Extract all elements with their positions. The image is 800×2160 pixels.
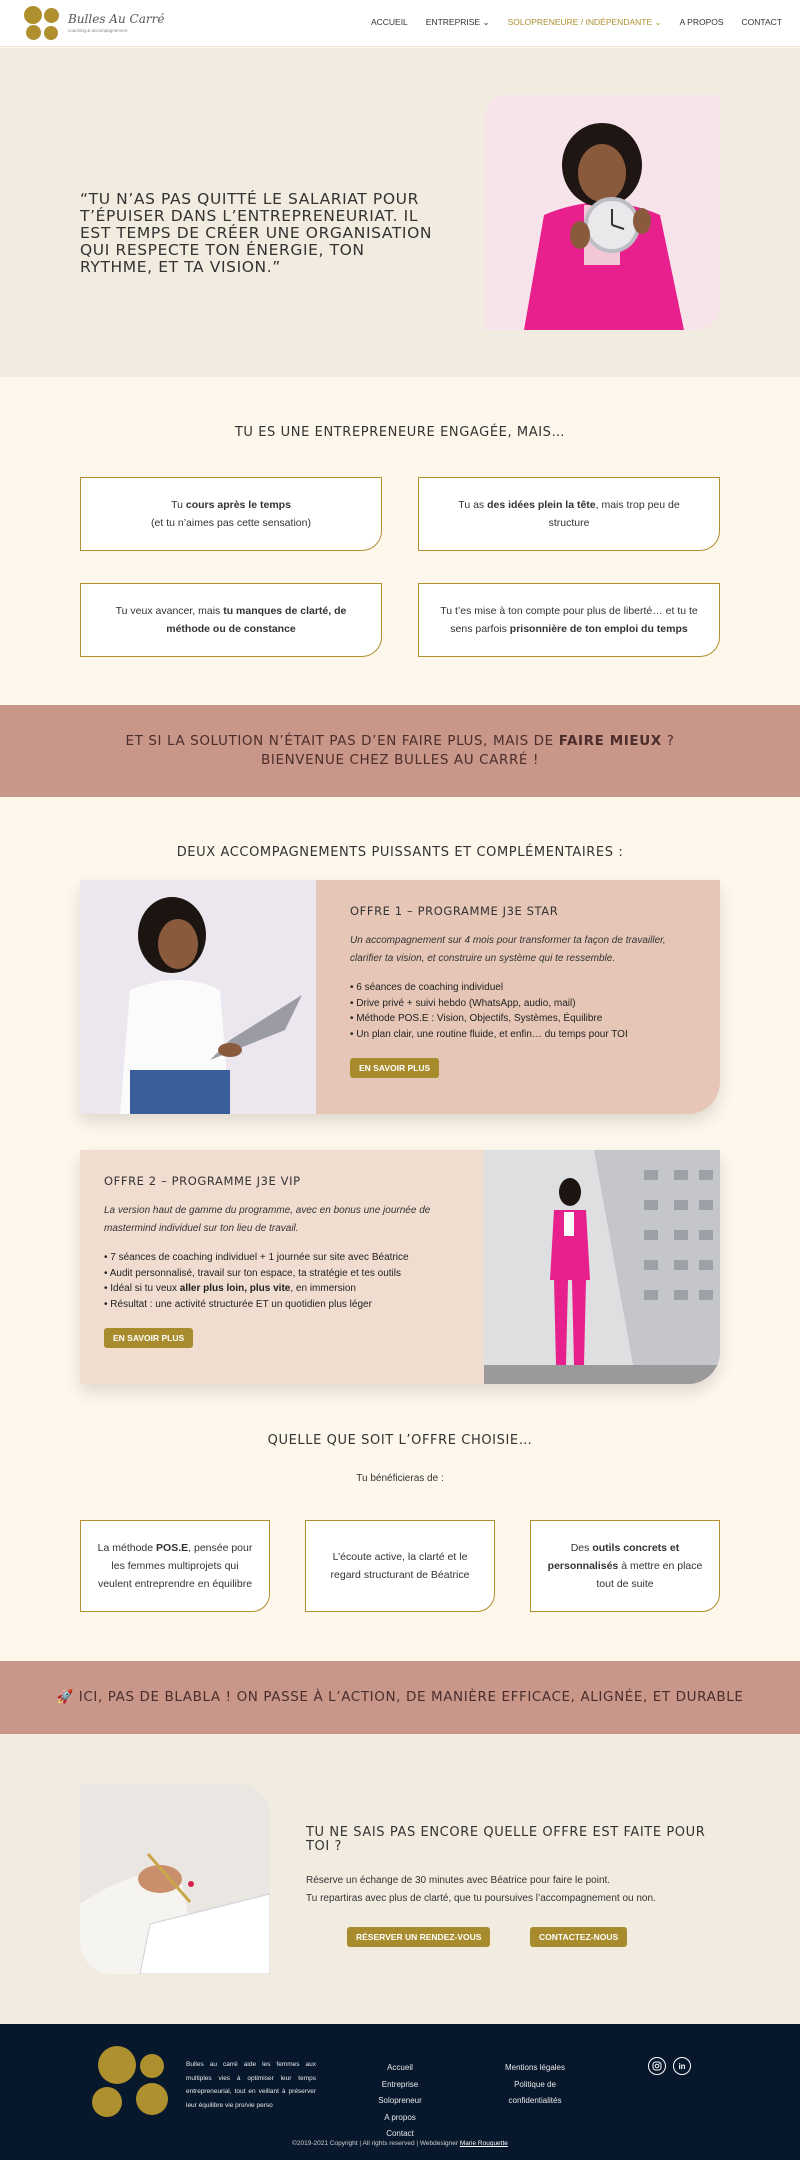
list-item [104,1281,450,1297]
footer-link-entreprise[interactable]: Entreprise [381,2079,419,2089]
footer-nav [360,2060,440,2143]
pain-card [80,583,382,657]
list-item: • 7 séances de coaching individuel + 1 journée sur site avec Béatrice [104,1250,450,1266]
instagram-icon[interactable] [648,2057,666,2075]
offer-1-description: Un accompagnement sur 4 mois pour transformer ta façon de travailler, clarifier ta vision, et construire un système qui te ressemble. [350,935,666,964]
benefit-card [80,1520,270,1612]
pain-card [80,477,382,551]
book-appointment-button[interactable]: RÉSERVER UN RENDEZ-VOUS [347,1927,490,1947]
hero-quote: “TU N’AS PAS QUITTÉ LE SALARIAT POUR T’ÉPUISER DANS L’ENTREPRENEURIAT. IL EST TEMPS DE CRÉER UNE ORGANISATION QUI RESPECTE TON ÉNERGIE, TON RYTHME, ET TA VISION.” [80,190,433,276]
offer-2-features [104,1250,450,1312]
footer-logo-bubble-icon [92,2087,122,2117]
footer-logo-bubble-icon [140,2054,164,2078]
benefit-card [305,1520,495,1612]
offer-2-more-button[interactable]: EN SAVOIR PLUS [104,1328,193,1348]
contact-button[interactable]: CONTACTEZ-NOUS [530,1927,627,1947]
offer-1-title: OFFRE 1 – PROGRAMME J3E STAR [350,904,559,918]
logo[interactable] [24,6,164,42]
card-text: Tu veux avancer, mais [115,605,224,617]
band-text: ET SI LA SOLUTION N’ÉTAIT PAS D’EN FAIRE PLUS, MAIS DE [125,733,559,749]
offer-card-2 [80,1150,720,1384]
offer-2-title: OFFRE 2 – PROGRAMME J3E VIP [104,1174,301,1188]
cta-title: TU NE SAIS PAS ENCORE QUELLE OFFRE EST FAITE POUR TOI ? [306,1825,706,1854]
section-title-offres: DEUX ACCOMPAGNEMENTS PUISSANTS ET COMPLÉMENTAIRES : [176,845,624,860]
section-title-benefices: QUELLE QUE SOIT L’OFFRE CHOISIE… [267,1433,533,1448]
logo-bubble-icon [24,6,42,24]
logo-tagline: coaching & accompagnement [68,28,128,33]
band-line-2: BIENVENUE CHEZ BULLES AU CARRÉ ! [261,752,539,768]
card-bold: outils concrets et personnalisés [547,1542,680,1572]
list-item: • 6 séances de coaching individuel [350,980,686,996]
site-footer [0,2024,800,2160]
footer-link-politique[interactable]: Politique de [514,2079,556,2089]
hero-photo [484,95,720,330]
footer-link-confidentialite[interactable]: confidentialités [508,2096,562,2105]
card-text: Tu t’es mise à ton compte pour plus de liberté… et tu te sens parfois [440,605,698,635]
list-item: • Audit personnalisé, travail sur ton espace, ta stratégie et tes outils [104,1266,450,1282]
cta-line-1: Réserve un échange de 30 minutes avec Béatrice pour faire le point. [306,1875,611,1886]
instagram-glyph-icon [652,2061,662,2071]
linkedin-icon[interactable] [673,2057,691,2075]
footer-link-mentions-legales[interactable]: Mentions légales [504,2063,566,2072]
footer-legal [490,2060,580,2110]
footer-logo-bubble-icon [136,2083,168,2115]
pain-card [418,477,720,551]
card-bold: prisonnière de ton emploi du temps [509,623,688,635]
footer-link-a-propos[interactable]: A propos [384,2112,416,2122]
card-text: à mettre en place tout de suite [596,1560,703,1590]
offer-2-body [80,1150,484,1384]
list-bold: aller plus loin, plus vite [179,1283,291,1294]
woman-standing-building-illustration [484,1150,720,1384]
card-text: Tu as [458,499,488,511]
footer-description: Bulles au carré aide les femmes aux multiples vies à optimiser leur temps entrepreneurial, tout en veillant à préserver leur équilibre vie pro/vie perso [186,2061,316,2109]
cta-line-2: Tu repartiras avec plus de clarté, que tu poursuives l’accompagnement ou non. [306,1893,656,1904]
card-text: , mais trop peu de structure [548,499,680,529]
card-bold: tu manques de clarté, de méthode ou de constance [166,605,347,635]
logo-bubble-icon [44,8,59,23]
list-item: • Drive privé + suivi hebdo (WhatsApp, audio, mail) [350,996,686,1012]
list-item: • Résultat : une activité structurée ET un quotidien plus léger [104,1297,450,1313]
nav-item-solopreneure[interactable]: SOLOPRENEURE / INDÉPENDANTE ⌄ [507,17,662,27]
offer-2-photo [484,1150,720,1384]
offer-1-photo [80,880,316,1114]
card-text: Des [570,1542,593,1554]
action-band-text: 🚀 ICI, PAS DE BLABLA ! ON PASSE À L’ACTION, DE MANIÈRE EFFICACE, ALIGNÉE, ET DURABLE [56,1689,744,1705]
band-bold: FAIRE MIEUX [558,733,662,749]
logo-bubble-icon [26,25,41,40]
offer-1-more-button[interactable]: EN SAVOIR PLUS [350,1058,439,1078]
main-nav [371,17,782,28]
cta-text [306,1872,656,1908]
woman-with-laptop-illustration [80,880,316,1114]
list-item: • Un plan clair, une routine fluide, et enfin… du temps pour TOI [350,1027,686,1043]
woman-with-clock-illustration [484,95,720,330]
nav-item-accueil[interactable]: ACCUEIL [370,17,408,27]
writing-notebook-illustration [80,1784,270,1974]
card-text: Tu [171,499,186,511]
benefits-subtitle: Tu bénéficieras de : [356,1473,444,1484]
webdesigner-link[interactable]: Marie Rouquette [459,2140,508,2147]
band-line-1 [0,732,800,751]
copyright [0,2140,800,2147]
logo-text: Bulles Au Carré [68,12,165,26]
offer-1-features [350,980,686,1042]
copyright-text: ©2019-2021 Copyright | All rights reserved | Webdesigner [292,2140,460,2147]
nav-item-entreprise[interactable]: ENTREPRISE ⌄ [425,17,490,27]
solution-band [0,705,800,797]
logo-bubble-icon [44,26,58,40]
footer-link-accueil[interactable]: Accueil [387,2063,413,2072]
footer-link-contact[interactable]: Contact [386,2129,414,2138]
card-text: L’écoute active, la clarté et le regard structurant de Béatrice [330,1551,470,1581]
benefit-card [530,1520,720,1612]
band-text: ? [661,733,675,749]
card-text: La méthode [97,1542,157,1554]
action-band [0,1661,800,1734]
card-bold: cours après le temps [185,499,291,511]
section-title-mais: TU ES UNE ENTREPRENEURE ENGAGÉE, MAIS… [234,425,566,440]
footer-link-solopreneur[interactable]: Solopreneur [378,2096,422,2105]
linkedin-glyph-icon: in [678,2061,686,2071]
cta-photo [80,1784,270,1974]
card-text: (et tu n’aimes pas cette sensation) [151,517,311,529]
card-bold: POS.E [156,1542,189,1554]
list-item: • Méthode POS.E : Vision, Objectifs, Systèmes, Équilibre [350,1011,686,1027]
card-text: , pensée pour les femmes multiprojets qui veulent entreprendre en équilibre [97,1542,253,1590]
nav-item-a-propos[interactable]: A PROPOS [679,17,724,27]
offer-1-body [316,880,720,1114]
nav-item-contact[interactable]: CONTACT [741,17,782,27]
list-text: , en immersion [290,1283,356,1294]
site-header [0,0,800,47]
card-bold: des idées plein la tête [487,499,596,511]
footer-logo-bubble-icon [98,2046,136,2084]
offer-2-description: La version haut de gamme du programme, avec en bonus une journée de mastermind individuel sur ton lieu de travail. [104,1205,431,1234]
list-text: Idéal si tu veux [110,1283,180,1294]
pain-card [418,583,720,657]
offer-card-1 [80,880,720,1114]
